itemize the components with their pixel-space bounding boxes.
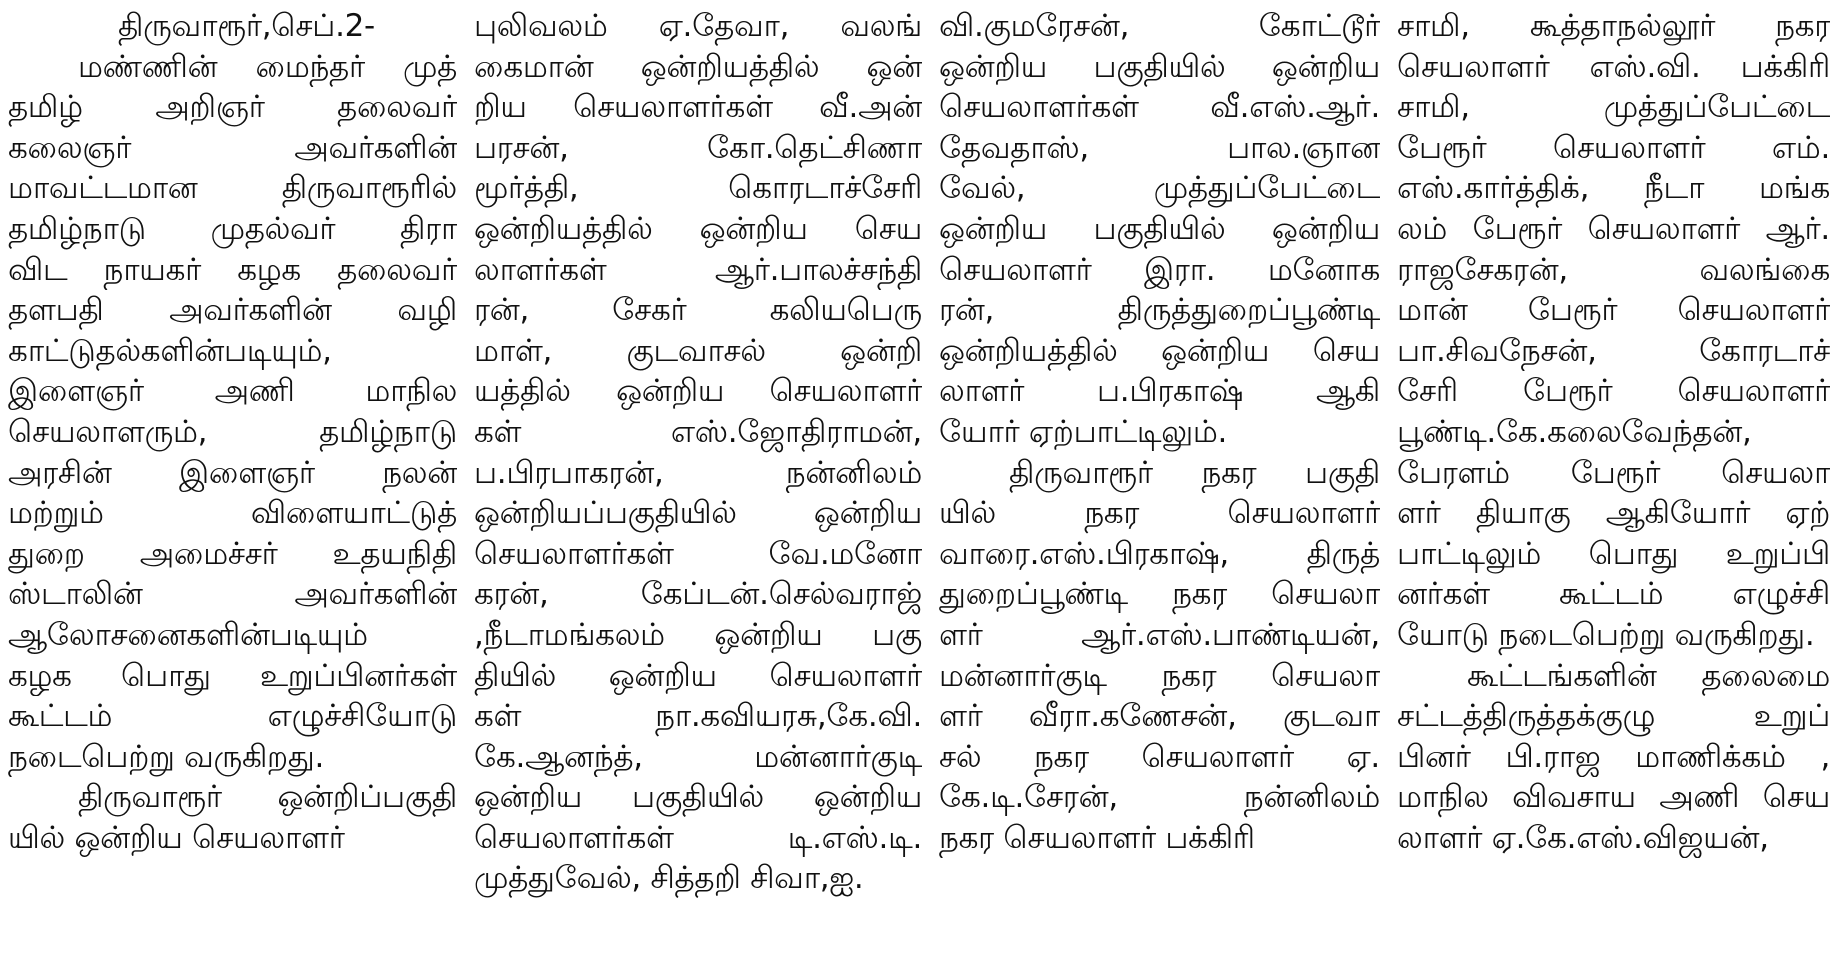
- article-text-line: விட நாயகர் கழக தலைவர்: [8, 251, 457, 288]
- article-text-line: மாநில விவசாய அணி செய: [1397, 779, 1830, 816]
- article-text-line: கே.ஆனந்த், மன்னார்குடி: [474, 738, 922, 775]
- article-text-line: செயலாளர் எஸ்.வி. பக்கிரி: [1397, 48, 1830, 85]
- article-text-line: கள் எஸ்.ஜோதிராமன்,: [474, 413, 922, 450]
- article-text-line: நகர செயலாளர் பக்கிரி: [939, 819, 1255, 856]
- article-text-line: ஒன்றிய பகுதியில் ஒன்றிய: [939, 48, 1380, 85]
- article-text-line: காட்டுதல்களின்படியும்,: [8, 332, 332, 369]
- article-text-line: சட்டத்திருத்தக்குழு உறுப்: [1397, 698, 1830, 735]
- article-text-line: கூட்டம் எழுச்சியோடு: [8, 698, 457, 735]
- article-text-line: புலிவலம் ஏ.தேவா, வலங்: [474, 8, 922, 44]
- article-text-line: எஸ்.கார்த்திக், நீடா மங்க: [1397, 170, 1830, 207]
- article-text-line: யில் ஒன்றிய செயலாளர்: [8, 819, 345, 856]
- article-text-line: கூட்டங்களின் தலைமை: [1467, 657, 1830, 694]
- article-text-line: வாரை.எஸ்.பிரகாஷ், திருத்: [939, 535, 1380, 572]
- article-text-line: ஒன்றிய பகுதியில் ஒன்றிய: [474, 779, 922, 816]
- article-text-line: மன்னார்குடி நகர செயலா: [939, 657, 1380, 694]
- article-column-3: [930, 6, 1388, 962]
- article-text-line: கைமான் ஒன்றியத்தில் ஒன்: [474, 48, 922, 85]
- article-column-1: [0, 6, 465, 962]
- article-text-line: சாமி, முத்துப்பேட்டை: [1397, 89, 1830, 126]
- article-text-line: பாட்டிலும் பொது உறுப்பி: [1397, 535, 1830, 572]
- article-text-line: பேரளம் பேரூர் செயலா: [1397, 454, 1830, 491]
- article-text-line: சல் நகர செயலாளர் ஏ.: [939, 738, 1380, 775]
- article-text-line: அரசின் இளைஞர் நலன்: [8, 454, 457, 491]
- article-text-line: மான் பேரூர் செயலாளர்: [1397, 292, 1830, 329]
- article-text-line: லாளர்கள் ஆர்.பாலச்சந்தி: [474, 251, 922, 288]
- article-text-line: மாவட்டமான திருவாரூரில்: [8, 170, 457, 207]
- article-text-line: நடைபெற்று வருகிறது.: [8, 738, 324, 775]
- article-text-line: ஒன்றியப்பகுதியில் ஒன்றிய: [474, 495, 922, 532]
- article-text-line: தியில் ஒன்றிய செயலாளர்: [474, 657, 922, 694]
- article-text-line: ஆலோசனைகளின்படியும்: [8, 616, 368, 653]
- article-text-line: ஒன்றியத்தில் ஒன்றிய செய: [474, 210, 922, 247]
- article-text-line: யோடு நடைபெற்று வருகிறது.: [1397, 616, 1815, 653]
- article-text-line: கலைஞர் அவர்களின்: [8, 129, 457, 166]
- article-text-line: ராஜசேகரன், வலங்கை: [1397, 251, 1830, 288]
- article-text-line: வேல், முத்துப்பேட்டை: [939, 170, 1380, 207]
- article-text-line: தமிழ்நாடு முதல்வர் திரா: [8, 210, 457, 247]
- article-text-line: லம் பேரூர் செயலாளர் ஆர்.: [1397, 210, 1830, 247]
- article-text-line: ,நீடாமங்கலம் ஒன்றிய பகு: [474, 616, 922, 653]
- article-text-line: சேரி பேரூர் செயலாளர்: [1397, 373, 1830, 410]
- article-text-line: துறைப்பூண்டி நகர செயலா: [939, 576, 1380, 613]
- article-text-line: யத்தில் ஒன்றிய செயலாளர்: [474, 373, 922, 410]
- article-text-line: றிய செயலாளர்கள் வீ.அன்: [474, 89, 922, 126]
- article-text-line: யோர் ஏற்பாட்டிலும்.: [939, 413, 1228, 450]
- article-text-line: ரன், திருத்துறைப்பூண்டி: [939, 292, 1380, 329]
- article-text-line: இளைஞர் அணி மாநில: [8, 373, 457, 410]
- article-text-line: ஸ்டாலின் அவர்களின்: [8, 576, 457, 613]
- article-text-line: தளபதி அவர்களின் வழி: [8, 292, 457, 329]
- article-text-line: வி.குமரேசன், கோட்டூர்: [939, 8, 1380, 44]
- article-text-line: ஒன்றிய பகுதியில் ஒன்றிய: [939, 210, 1380, 247]
- article-text-line: திருவாரூர் ஒன்றிப்பகுதி: [78, 779, 457, 816]
- article-text-line: தேவதாஸ், பால.ஞான: [939, 129, 1380, 166]
- article-text-line: கே.டி.சேரன், நன்னிலம்: [939, 779, 1380, 816]
- article-text-line: பூண்டி.கே.கலைவேந்தன்,: [1397, 413, 1752, 450]
- article-text-line: துறை அமைச்சர் உதயநிதி: [8, 535, 457, 572]
- article-text-line: செயலாளரும், தமிழ்நாடு: [8, 413, 457, 450]
- article-text-line: மாள், குடவாசல் ஒன்றி: [474, 332, 922, 369]
- article-text-line: ளர் தியாகு ஆகியோர் ஏற்: [1397, 495, 1830, 532]
- article-text-line: மண்ணின் மைந்தர் முத்: [78, 48, 457, 85]
- article-text-line: செயலாளர் இரா. மனோக: [939, 251, 1380, 288]
- article-text-line: பேரூர் செயலாளர் எம்.: [1397, 129, 1830, 166]
- article-text-line: கள் நா.கவியரசு,கே.வி.: [474, 698, 922, 735]
- article-text-line: ளர் வீரா.கணேசன், குடவா: [939, 698, 1380, 735]
- article-text-line: மற்றும் விளையாட்டுத்: [8, 495, 457, 532]
- article-text-line: லாளர் ப.பிரகாஷ் ஆகி: [939, 373, 1380, 410]
- article-text-line: கழக பொது உறுப்பினர்கள்: [8, 657, 457, 694]
- article-text-line: பினர் பி.ராஜ மாணிக்கம் ,: [1397, 738, 1830, 775]
- article-text-line: பா.சிவநேசன், கோரடாச்: [1397, 332, 1830, 369]
- article-text-line: திருவாரூர் நகர பகுதி: [1009, 454, 1380, 491]
- article-text-line: முத்துவேல், சித்தறி சிவா,ஐ.: [474, 860, 864, 897]
- article-column-4: [1388, 6, 1838, 962]
- article-text-line: னர்கள் கூட்டம் எழுச்சி: [1397, 576, 1830, 613]
- article-text-line: பரசன், கோ.தெட்சிணா: [474, 129, 922, 166]
- article-text-line: ஒன்றியத்தில் ஒன்றிய செய: [939, 332, 1380, 369]
- article-text-line: கரன், கேப்டன்.செல்வராஜ்: [474, 576, 922, 613]
- article-text-line: ரன், சேகர் கலியபெரு: [474, 292, 922, 329]
- article-text-line: லாளர் ஏ.கே.எஸ்.விஜயன்,: [1397, 819, 1769, 856]
- article-text-line: மூர்த்தி, கொரடாச்சேரி: [474, 170, 922, 207]
- article-text-line: ளர் ஆர்.எஸ்.பாண்டியன்,: [939, 616, 1380, 653]
- article-text-line: திருவாரூர்,செப்.2-: [118, 8, 375, 44]
- article-text-line: செயலாளர்கள் டி.எஸ்.டி.: [474, 819, 922, 856]
- article-text-line: செயலாளர்கள் வீ.எஸ்.ஆர்.: [939, 89, 1380, 126]
- article-text-line: யில் நகர செயலாளர்: [939, 495, 1380, 532]
- article-text-line: ப.பிரபாகரன், நன்னிலம்: [474, 454, 922, 491]
- article-text-line: செயலாளர்கள் வே.மனோ: [474, 535, 922, 572]
- article-text-line: தமிழ் அறிஞர் தலைவர்: [8, 89, 457, 126]
- article-text-line: சாமி, கூத்தாநல்லூர் நகர: [1397, 8, 1830, 44]
- article-column-2: [465, 6, 930, 962]
